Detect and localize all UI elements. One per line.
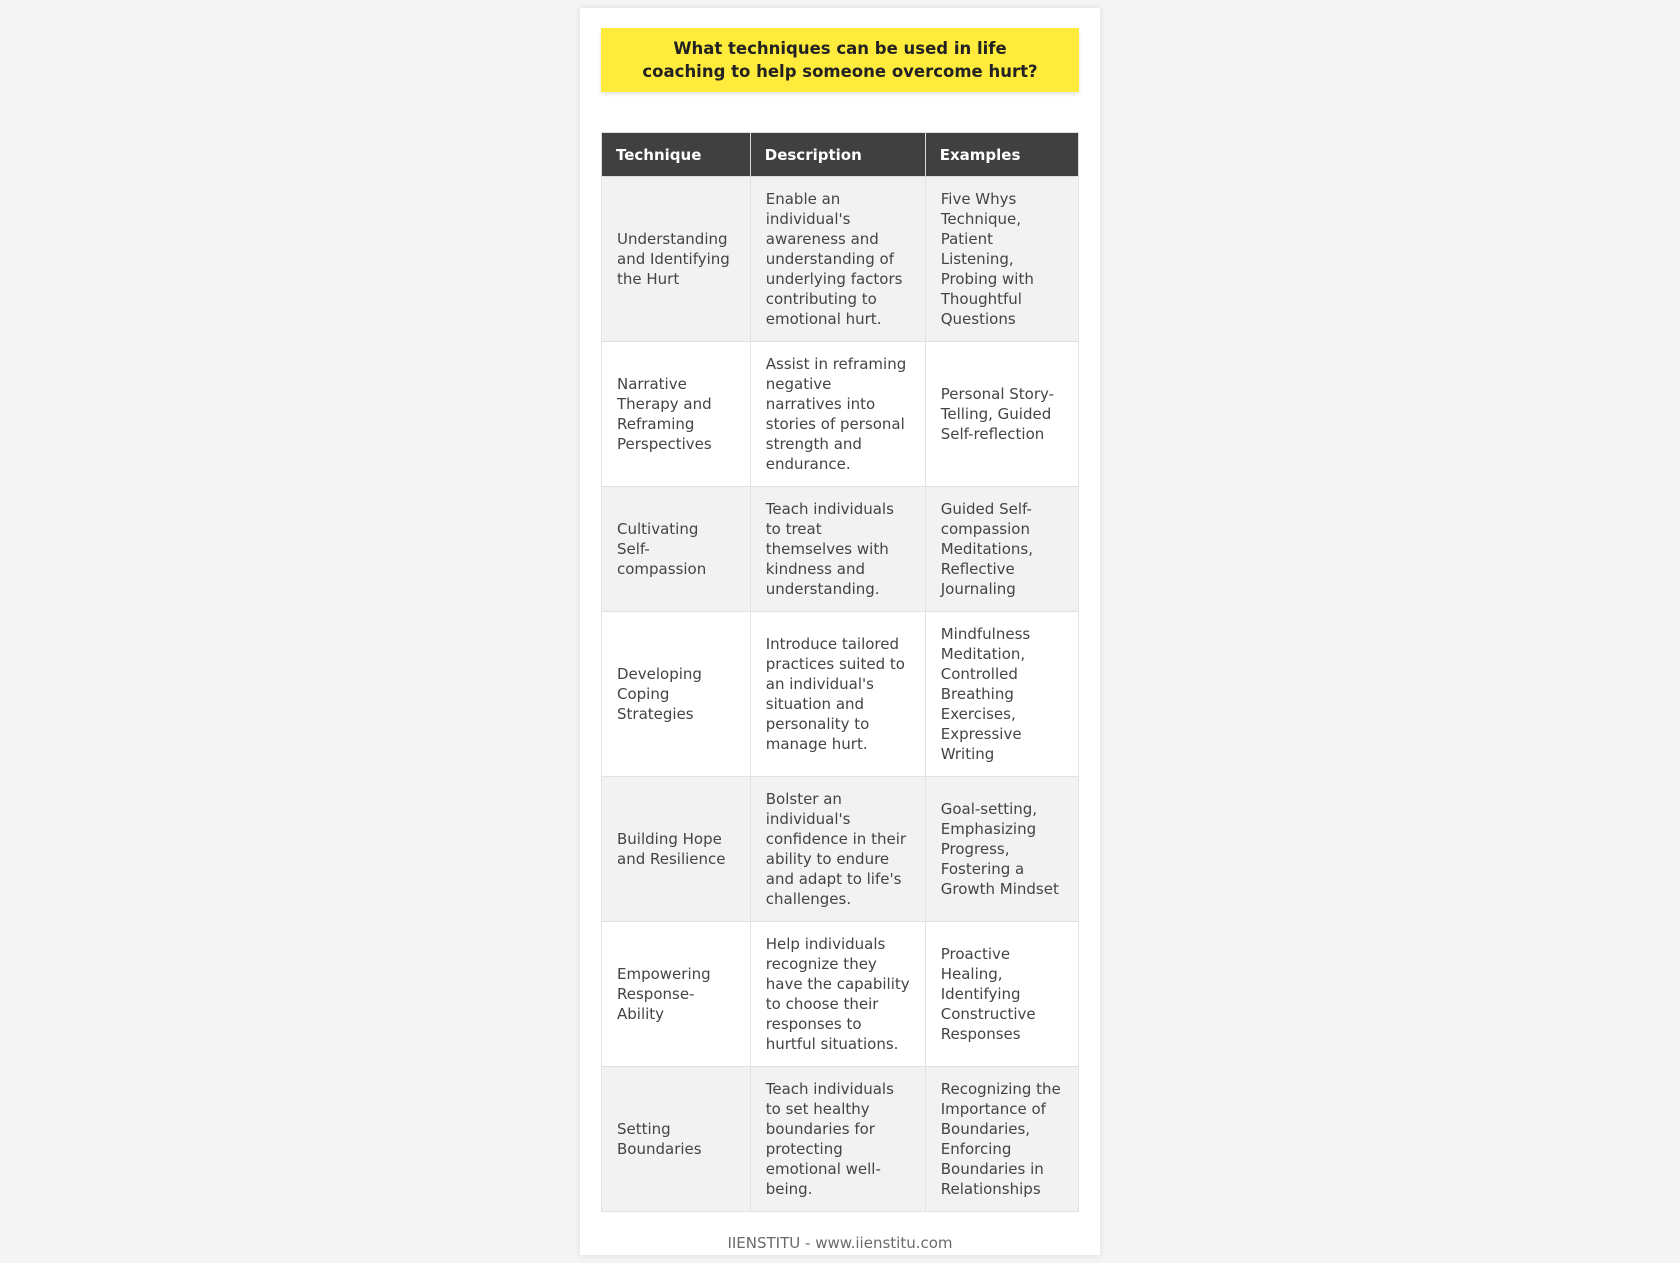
technique-cell: Understanding and Identifying the Hurt: [602, 177, 751, 342]
description-cell: Help individuals recognize they have the capability to choose their responses to hurtful situations.: [750, 922, 925, 1067]
description-cell: Teach individuals to treat themselves with kindness and understanding.: [750, 487, 925, 612]
table-row: [602, 612, 1079, 777]
technique-cell: Developing Coping Strategies: [602, 612, 751, 777]
table-row: [602, 177, 1079, 342]
table-header-row: [602, 133, 1079, 177]
header-description: Description: [750, 133, 925, 177]
examples-cell: Goal-setting, Emphasizing Progress, Fostering a Growth Mindset: [925, 777, 1078, 922]
table-row: [602, 922, 1079, 1067]
technique-cell: Narrative Therapy and Reframing Perspectives: [602, 342, 751, 487]
description-cell: Teach individuals to set healthy boundaries for protecting emotional well-being.: [750, 1067, 925, 1212]
table-row: [602, 487, 1079, 612]
techniques-table: [601, 132, 1079, 1212]
description-cell: Enable an individual's awareness and understanding of underlying factors contributing to emotional hurt.: [750, 177, 925, 342]
examples-cell: Guided Self-compassion Meditations, Reflective Journaling: [925, 487, 1078, 612]
description-cell: Assist in reframing negative narratives into stories of personal strength and endurance.: [750, 342, 925, 487]
table-row: [602, 342, 1079, 487]
technique-cell: Empowering Response-Ability: [602, 922, 751, 1067]
description-cell: Introduce tailored practices suited to an individual's situation and personality to manage hurt.: [750, 612, 925, 777]
header-technique: Technique: [602, 133, 751, 177]
header-examples: Examples: [925, 133, 1078, 177]
footer-credit: IIENSTITU - www.iienstitu.com: [727, 1234, 953, 1252]
examples-cell: Recognizing the Importance of Boundaries, Enforcing Boundaries in Relationships: [925, 1067, 1078, 1212]
table-row: [602, 777, 1079, 922]
table-row: [602, 1067, 1079, 1212]
examples-cell: Mindfulness Meditation, Controlled Breathing Exercises, Expressive Writing: [925, 612, 1078, 777]
content-card: [580, 8, 1100, 1255]
description-cell: Bolster an individual's confidence in their ability to endure and adapt to life's challenges.: [750, 777, 925, 922]
examples-cell: Personal Story-Telling, Guided Self-reflection: [925, 342, 1078, 487]
examples-cell: Five Whys Technique, Patient Listening, Probing with Thoughtful Questions: [925, 177, 1078, 342]
technique-cell: Building Hope and Resilience: [602, 777, 751, 922]
examples-cell: Proactive Healing, Identifying Constructive Responses: [925, 922, 1078, 1067]
technique-cell: Cultivating Self-compassion: [602, 487, 751, 612]
technique-cell: Setting Boundaries: [602, 1067, 751, 1212]
title-banner: [601, 28, 1079, 92]
page-title: What techniques can be used in life coaching to help someone overcome hurt?: [642, 39, 1038, 81]
